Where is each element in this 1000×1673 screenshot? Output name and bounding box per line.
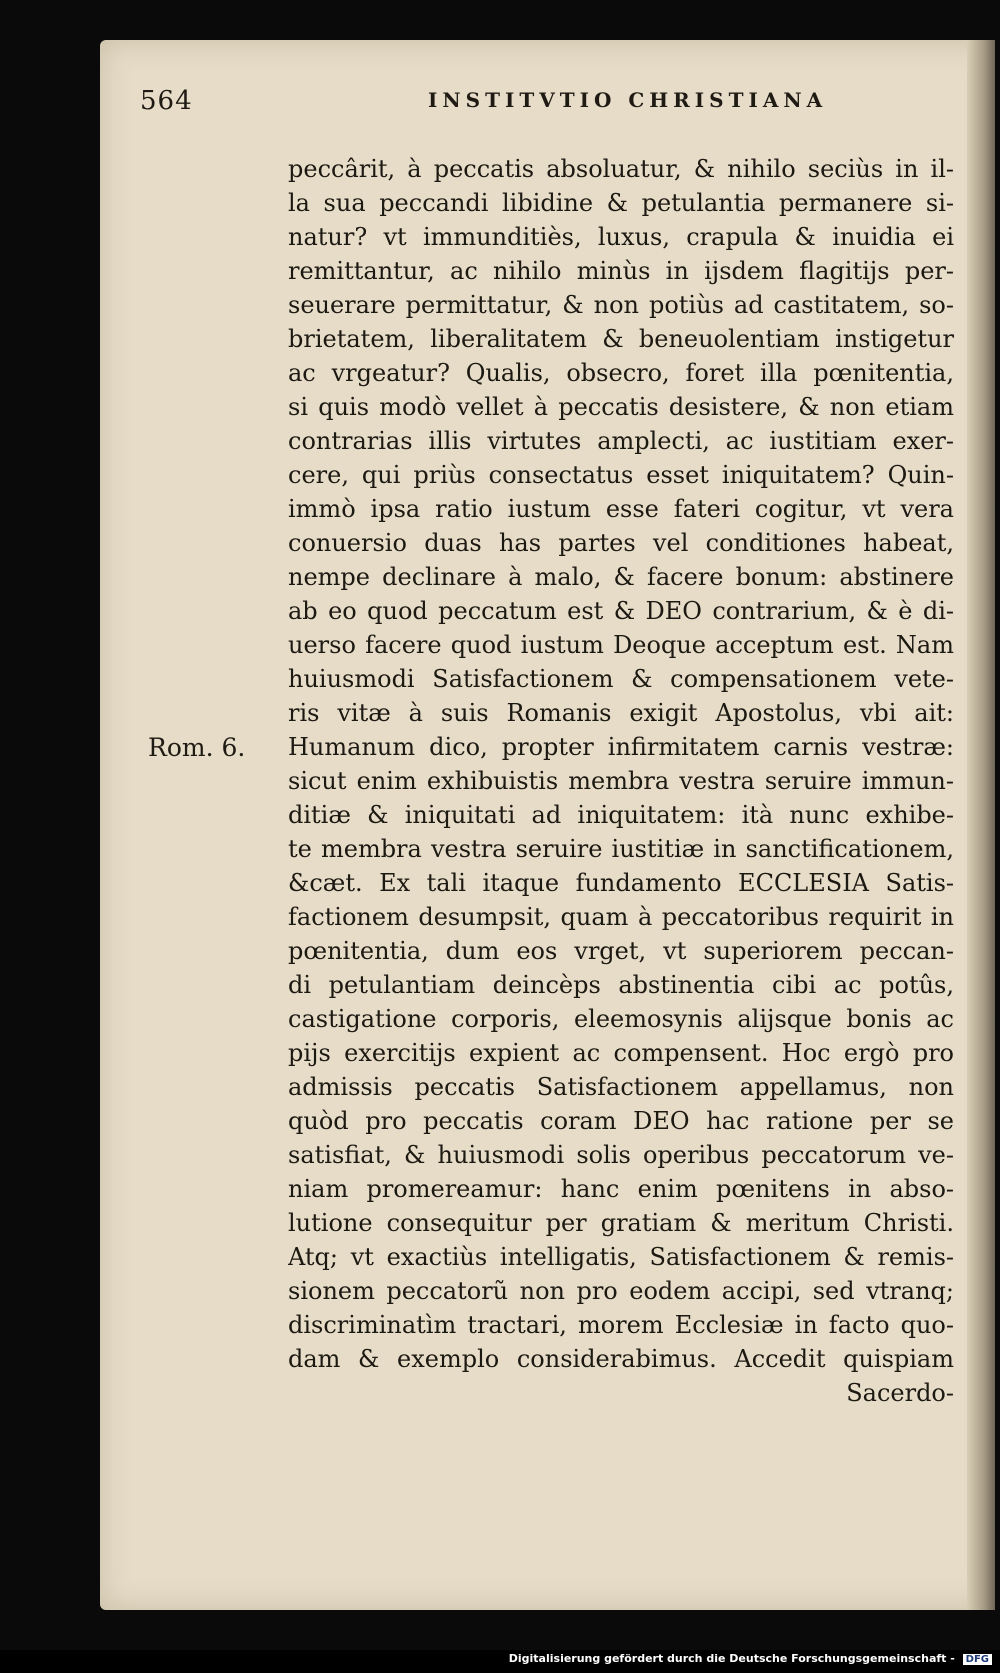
text-line: si quis modò vellet à peccatis desistere, & non etiam <box>288 393 954 421</box>
text-line: pijs exercitijs expient ac compensent. Hoc ergò pro <box>288 1039 954 1067</box>
text-line: te membra vestra seruire iustitiæ in sanctificationem, <box>288 835 954 863</box>
text-line: peccârit, à peccatis absoluatur, & nihilo seciùs in il- <box>288 155 954 183</box>
text-line: Humanum dico, propter infirmitatem carnis vestræ: <box>288 733 954 761</box>
text-line: huiusmodi Satisfactionem & compensationem vete- <box>288 665 954 693</box>
text-line: ditiæ & iniquitati ad iniquitatem: ità nunc exhibe- <box>288 801 954 829</box>
text-line: discriminatìm tractari, morem Ecclesiæ in facto quo- <box>288 1311 954 1339</box>
text-line: ab eo quod peccatum est & DEO contrarium, & è di- <box>288 597 954 625</box>
text-line: Sacerdo- <box>846 1379 954 1407</box>
text-line: factionem desumpsit, quam à peccatoribus requirit in <box>288 903 954 931</box>
text-line: cere, qui priùs consectatus esset iniquitatem? Quin- <box>288 461 954 489</box>
page-number: 564 <box>140 86 193 116</box>
text-line: ris vitæ à suis Romanis exigit Apostolus, vbi ait: <box>288 699 954 727</box>
text-line: ac vrgeatur? Qualis, obsecro, foret illa pœnitentia, <box>288 359 954 387</box>
text-line: sionem peccatorũ non pro eodem accipi, sed vtranq; <box>288 1277 954 1305</box>
credit-text: Digitalisierung gefördert durch die Deutsche Forschungsgemeinschaft - <box>508 1652 955 1665</box>
text-line: la sua peccandi libidine & petulantia permanere si- <box>288 189 954 217</box>
text-line: contrarias illis virtutes amplecti, ac iustitiam exer- <box>288 427 954 455</box>
running-head <box>140 86 830 126</box>
text-line: di petulantiam deincèps abstinentia cibi ac potûs, <box>288 971 954 999</box>
text-line: conuersio duas has partes vel conditiones habeat, <box>288 529 954 557</box>
text-line: dam & exemplo considerabimus. Accedit quispiam <box>288 1345 954 1373</box>
text-line: remittantur, ac nihilo minùs in ijsdem flagitijs per- <box>288 257 954 285</box>
text-line: nempe declinare à malo, & facere bonum: abstinere <box>288 563 954 591</box>
text-line: seuerare permittatur, & non potiùs ad castitatem, so- <box>288 291 954 319</box>
text-line: castigatione corporis, eleemosynis alijsque bonis ac <box>288 1005 954 1033</box>
text-line: brietatem, liberalitatem & beneuolentiam instigetur <box>288 325 954 353</box>
body-text <box>288 152 954 1410</box>
text-line: pœnitentia, dum eos vrget, vt superiorem peccan- <box>288 937 954 965</box>
text-line: immò ipsa ratio iustum esse fateri cogitur, vt vera <box>288 495 954 523</box>
text-line: quòd pro peccatis coram DEO hac ratione per se <box>288 1107 954 1135</box>
text-line: Atq; vt exactiùs intelligatis, Satisfactionem & remis- <box>288 1243 954 1271</box>
text-line: lutione consequitur per gratiam & meritum Christi. <box>288 1209 954 1237</box>
running-head-title: INSTITVTIO CHRISTIANA <box>428 88 828 112</box>
text-line: niam promereamur: hanc enim pœnitens in abso- <box>288 1175 954 1203</box>
page-edge-shadow <box>967 40 995 1610</box>
text-line: satisfiat, & huiusmodi solis operibus peccatorum ve- <box>288 1141 954 1169</box>
digitization-credit <box>509 1652 992 1665</box>
text-line: &cæt. Ex tali itaque fundamento ECCLESIA Satis- <box>288 869 954 897</box>
dfg-logo: DFG <box>963 1654 992 1665</box>
text-line: natur? vt immunditiès, luxus, crapula & inuidia ei <box>288 223 954 251</box>
text-line: admissis peccatis Satisfactionem appellamus, non <box>288 1073 954 1101</box>
text-line: sicut enim exhibuistis membra vestra seruire immun- <box>288 767 954 795</box>
text-line: uerso facere quod iustum Deoque acceptum est. Nam <box>288 631 954 659</box>
margin-note: Rom. 6. <box>148 733 246 762</box>
